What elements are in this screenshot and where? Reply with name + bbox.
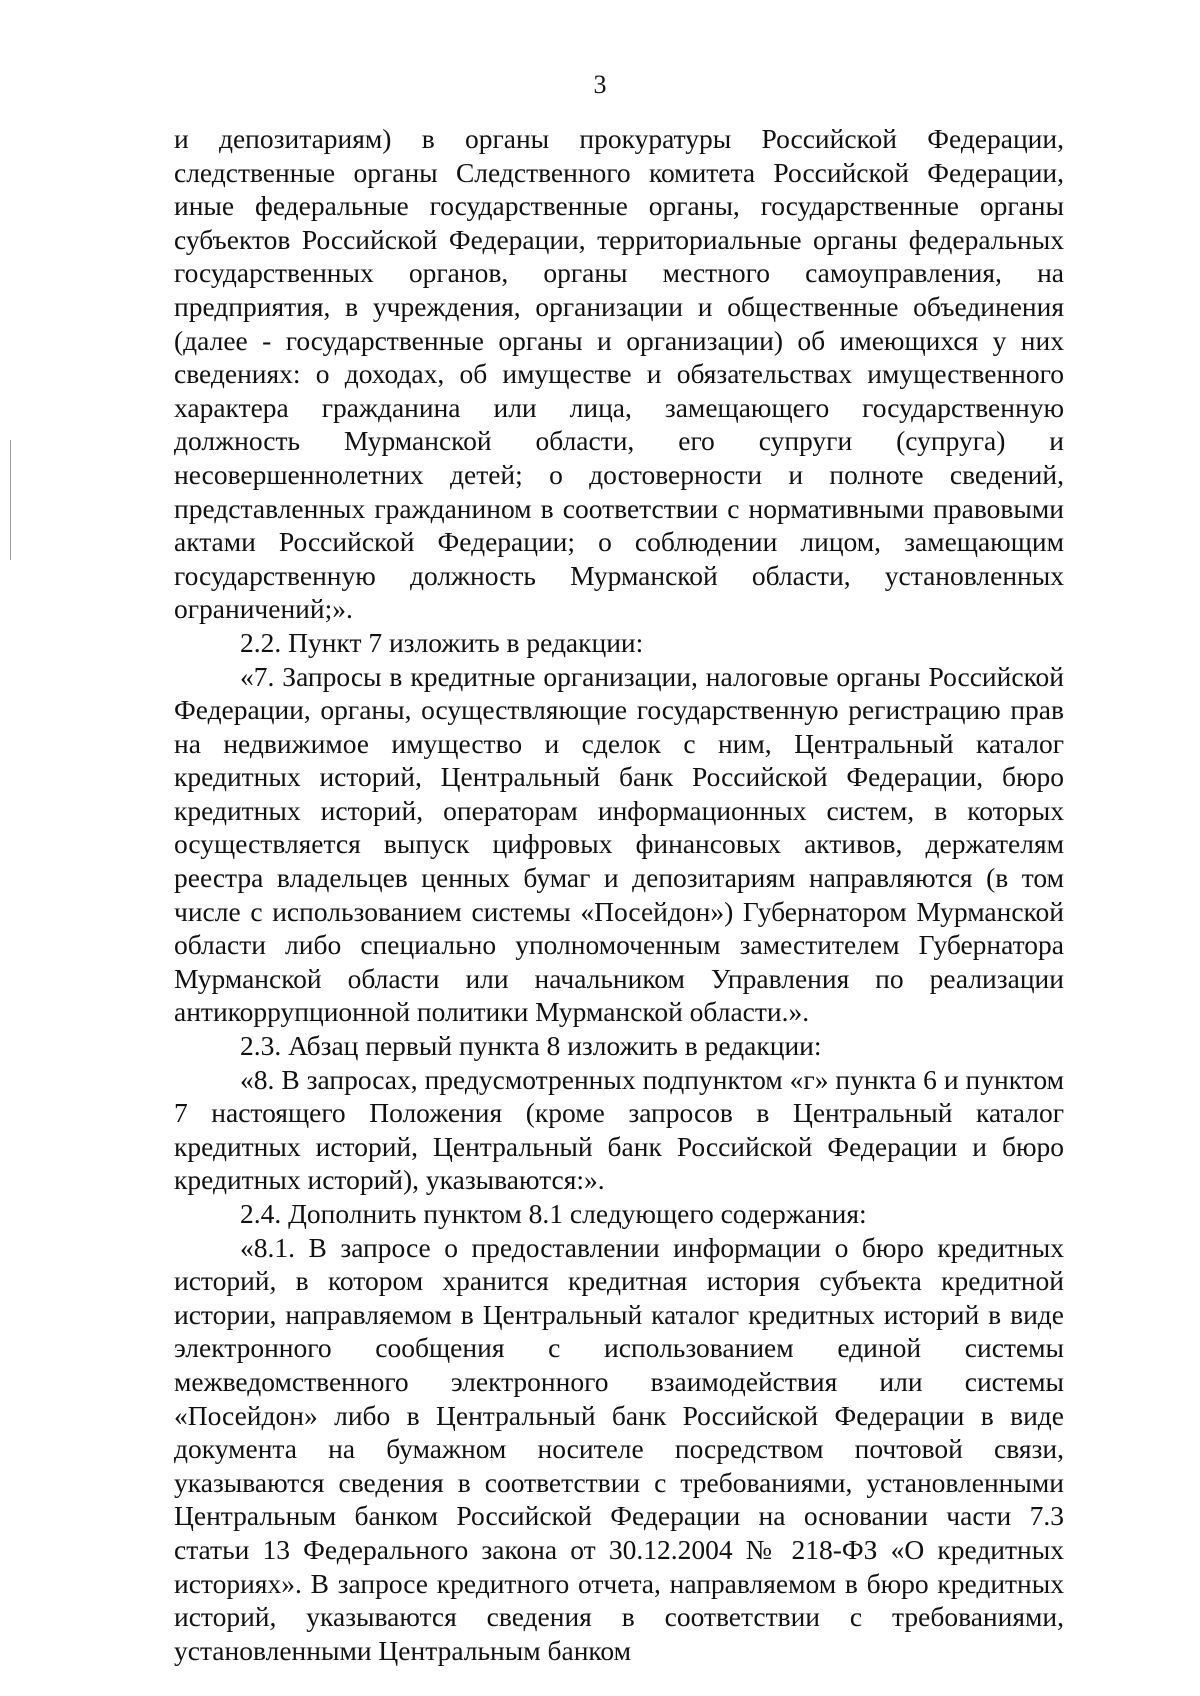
page-number: 3 <box>593 70 607 99</box>
paragraph-continuation: и депозитариям) в органы прокуратуры Российской Федерации, следственные органы Следственного комитета Российской Федерации, иные федеральные государственные органы, государственные органы субъектов Российской Федерации, территориальные органы федеральных государственных органов, органы местного самоуправления, на предприятия, в учреждения, организации и общественные объединения (далее - государственные органы и организации) об имеющихся у них сведениях: о доходах, об имуществе и обязательствах имущественного характера гражданина или лица, замещающего государственную должность Мурманской области, его супруги (супруга) и несовершеннолетних детей; о достоверности и полноте сведений, представленных гражданином в соответствии с нормативными правовыми актами Российской Федерации; о соблюдении лицом, замещающим государственную должность Мурманской области, установленных ограничений;». <box>174 123 1064 625</box>
document-body <box>174 122 1064 1667</box>
paragraph-2-3-heading: 2.3. Абзац первый пункта 8 изложить в редакции: <box>240 1030 822 1062</box>
paragraph-point-7: «7. Запросы в кредитные организации, налоговые органы Российской Федерации, органы, осуществляющие государственную регистрацию прав на недвижимое имущество и сделок с ним, Центральный каталог кредитных историй, Центральный банк Российской Федерации, бюро кредитных историй, операторам информационных систем, в которых осуществляется выпуск цифровых финансовых активов, держателям реестра владельцев ценных бумаг и депозитариям направляются (в том числе с использованием системы «Посейдон») Губернатором Мурманской области либо специально уполномоченным заместителем Губернатора Мурманской области или начальником Управления по реализации антикоррупционной политики Мурманской области.». <box>174 660 1064 1028</box>
paragraph-2-2-heading: 2.2. Пункт 7 изложить в редакции: <box>240 626 644 658</box>
scan-edge-mark <box>10 440 11 560</box>
paragraph-2-4-heading: 2.4. Дополнить пунктом 8.1 следующего содержания: <box>240 1198 867 1229</box>
paragraph-point-8: «8. В запросах, предусмотренных подпунктом «г» пункта 6 и пунктом 7 настоящего Положения (кроме запросов в Центральный каталог кредитных историй, Центральный банк Российской Федерации и бюро кредитных историй), указываются:». <box>174 1063 1064 1196</box>
paragraph-point-8-1: «8.1. В запросе о предоставлении информации о бюро кредитных историй, в котором хранится кредитная история субъекта кредитной истории, направляемом в Центральный каталог кредитных историй в виде электронного сообщения с использованием единой системы межведомственного электронного взаимодействия или системы «Посейдон» либо в Центральный банк Российской Федерации в виде документа на бумажном носителе посредством почтовой связи, указываются сведения в соответствии с требованиями, установленными Центральным банком Российской Федерации на основании части 7.3 статьи 13 Федерального закона от 30.12.2004 № 218-ФЗ «О кредитных историях». В запросе кредитного отчета, направляемом в бюро кредитных историй, указываются сведения в соответствии с требованиями, установленными Центральным банком <box>174 1231 1064 1666</box>
